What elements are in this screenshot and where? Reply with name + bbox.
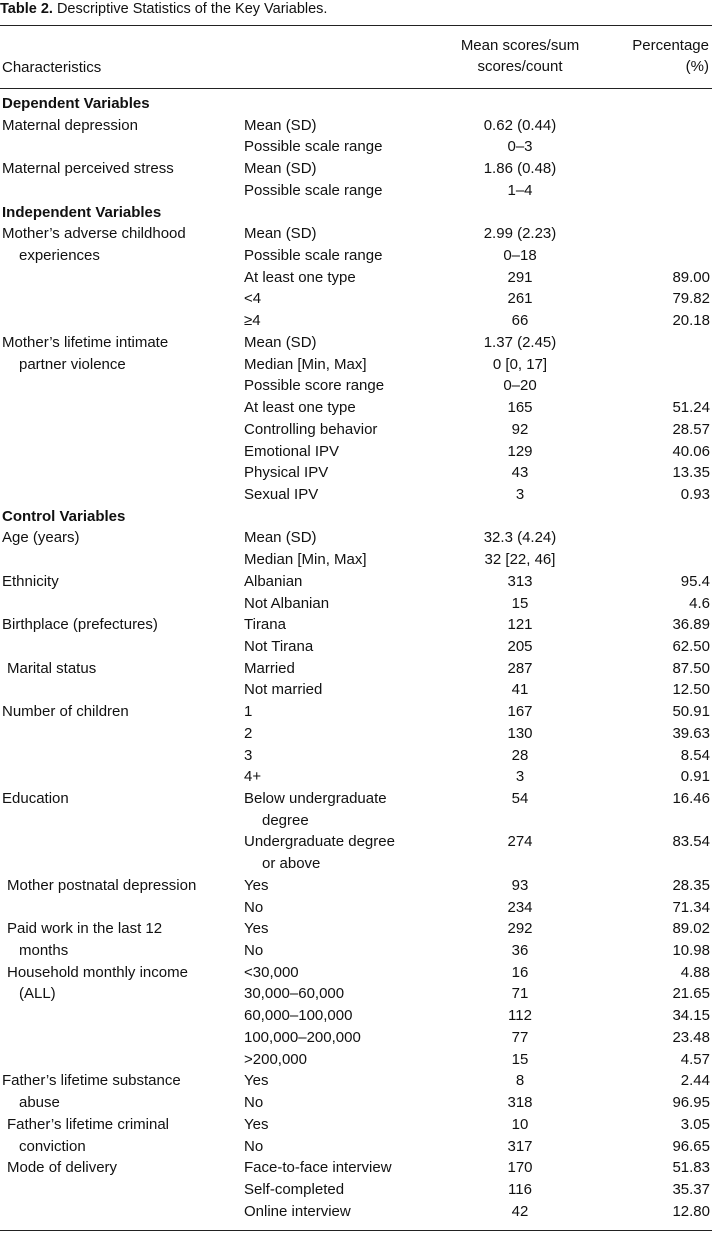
- value-cell: 41: [511, 681, 529, 699]
- characteristic-cell: Father’s lifetime substance: [2, 1072, 181, 1090]
- value-cell: 15: [511, 594, 529, 612]
- percentage-cell: 50.91: [672, 703, 710, 721]
- characteristic-cell: Marital status: [7, 659, 97, 677]
- value-cell: 318: [507, 1094, 533, 1112]
- percentage-cell: 89.00: [672, 268, 710, 286]
- value-cell: 16: [511, 963, 529, 981]
- header-pct-line1: Percentage: [632, 37, 709, 54]
- value-cell: 36: [511, 942, 529, 960]
- characteristic-cell: Maternal perceived stress: [2, 160, 174, 178]
- measure-cell: No: [244, 1094, 264, 1112]
- table-body: [0, 93, 712, 1222]
- table-row: [0, 940, 712, 962]
- percentage-cell: 36.89: [672, 616, 710, 634]
- table-row: [0, 419, 712, 441]
- table-row: [0, 679, 712, 701]
- percentage-cell: 62.50: [672, 637, 710, 655]
- measure-cell: Median [Min, Max]: [244, 551, 367, 569]
- value-cell: 170: [507, 1159, 533, 1177]
- measure-cell: Married: [244, 659, 295, 677]
- header-rule: [0, 88, 712, 89]
- characteristic-cell: (ALL): [19, 985, 56, 1003]
- table-row: [0, 571, 712, 593]
- value-cell: 205: [507, 637, 533, 655]
- percentage-cell: 2.44: [680, 1072, 710, 1090]
- measure-cell: 1: [244, 703, 253, 721]
- measure-cell: or above: [262, 855, 321, 873]
- table-row: [0, 310, 712, 332]
- value-cell: 317: [507, 1137, 533, 1155]
- percentage-cell: 10.98: [672, 942, 710, 960]
- value-cell: 292: [507, 920, 533, 938]
- measure-cell: Yes: [244, 1072, 269, 1090]
- characteristic-cell: Maternal depression: [2, 116, 138, 134]
- value-cell: 77: [511, 1028, 529, 1046]
- characteristic-cell: Paid work in the last 12: [7, 920, 163, 938]
- measure-cell: Undergraduate degree: [244, 833, 395, 851]
- table-row: [0, 223, 712, 245]
- measure-cell: Face-to-face interview: [244, 1159, 392, 1177]
- percentage-cell: 20.18: [672, 312, 710, 330]
- value-cell: 1–4: [507, 181, 533, 199]
- table-row: [0, 831, 712, 853]
- measure-cell: Self-completed: [244, 1180, 345, 1198]
- value-cell: 92: [511, 420, 529, 438]
- percentage-cell: 34.15: [672, 1007, 710, 1025]
- table-title: Descriptive Statistics of the Key Variables.: [56, 1, 328, 17]
- measure-cell: Not Tirana: [244, 637, 314, 655]
- table-row: [0, 1179, 712, 1201]
- measure-cell: Below undergraduate: [244, 790, 387, 807]
- value-cell: 8: [515, 1072, 525, 1090]
- table-row: [0, 875, 712, 897]
- table-row: [0, 1092, 712, 1114]
- percentage-cell: 51.24: [672, 399, 710, 417]
- table-row: [0, 1005, 712, 1027]
- percentage-cell: 4.6: [689, 594, 710, 612]
- bottom-rule: [0, 1230, 712, 1231]
- characteristic-cell: Number of children: [2, 703, 129, 721]
- measure-cell: ≥4: [244, 312, 261, 330]
- table-row: [0, 614, 712, 636]
- table-row: [0, 527, 712, 549]
- value-cell: 42: [511, 1202, 529, 1220]
- table-row: [0, 484, 712, 506]
- value-cell: 2.99 (2.23): [483, 225, 557, 243]
- measure-cell: Yes: [244, 1115, 269, 1133]
- measure-cell: Median [Min, Max]: [244, 355, 367, 373]
- value-cell: 10: [511, 1115, 529, 1133]
- table-row: [0, 375, 712, 397]
- section-heading: Independent Variables: [2, 203, 162, 221]
- value-cell: 0–3: [507, 138, 533, 156]
- measure-cell: Controlling behavior: [244, 420, 378, 438]
- characteristic-cell: Education: [2, 790, 69, 807]
- table-row: [0, 1027, 712, 1049]
- value-cell: 116: [508, 1180, 532, 1198]
- value-cell: 274: [507, 833, 533, 851]
- measure-cell: Emotional IPV: [244, 442, 340, 460]
- measure-cell: Not married: [244, 681, 323, 699]
- table-row: [0, 766, 712, 788]
- table-row: [0, 115, 712, 137]
- measure-cell: 60,000–100,000: [244, 1007, 353, 1025]
- characteristic-cell: Mother’s lifetime intimate: [2, 333, 169, 351]
- characteristic-cell: months: [19, 942, 69, 960]
- table-row: [0, 897, 712, 919]
- table-row: [0, 332, 712, 354]
- measure-cell: degree: [262, 811, 309, 829]
- value-cell: 130: [507, 724, 533, 742]
- table-label: Table 2.: [0, 1, 53, 17]
- measure-cell: 100,000–200,000: [244, 1028, 361, 1046]
- table-row: [0, 962, 712, 984]
- top-rule: [0, 25, 712, 26]
- table-row: [0, 1049, 712, 1071]
- table-row: [0, 636, 712, 658]
- characteristic-cell: abuse: [19, 1094, 60, 1112]
- measure-cell: Sexual IPV: [244, 485, 319, 503]
- measure-cell: At least one type: [244, 399, 356, 417]
- table-row: [0, 354, 712, 376]
- measure-cell: Online interview: [244, 1202, 351, 1220]
- percentage-cell: 95.4: [680, 572, 710, 590]
- table-row: [0, 288, 712, 310]
- measure-cell: Possible scale range: [244, 247, 383, 265]
- value-cell: 3: [515, 768, 525, 786]
- value-cell: 1.37 (2.45): [483, 333, 557, 351]
- value-cell: 0–20: [503, 377, 537, 395]
- characteristic-cell: Ethnicity: [2, 572, 59, 590]
- measure-cell: 2: [244, 724, 253, 742]
- percentage-cell: 79.82: [672, 290, 710, 308]
- characteristic-cell: Mother’s adverse childhood: [2, 225, 186, 243]
- table-row: [0, 701, 712, 723]
- percentage-cell: 12.50: [672, 681, 710, 699]
- table-row: [0, 245, 712, 267]
- table-row: [0, 853, 712, 875]
- table-row: [0, 441, 712, 463]
- percentage-cell: 83.54: [672, 833, 710, 851]
- table-row: [0, 658, 712, 680]
- characteristic-cell: conviction: [19, 1137, 86, 1155]
- section-heading: Dependent Variables: [2, 95, 150, 112]
- table-row: [0, 983, 712, 1005]
- section-heading: Control Variables: [2, 507, 126, 525]
- measure-cell: No: [244, 898, 264, 916]
- measure-cell: Yes: [244, 876, 269, 894]
- measure-cell: Not Albanian: [244, 594, 330, 612]
- measure-cell: Mean (SD): [244, 333, 317, 351]
- measure-cell: Albanian: [244, 572, 303, 590]
- measure-cell: No: [244, 1137, 264, 1155]
- percentage-cell: 0.91: [680, 768, 710, 786]
- value-cell: 15: [511, 1050, 529, 1068]
- measure-cell: At least one type: [244, 268, 356, 286]
- percentage-cell: 40.06: [672, 442, 710, 460]
- value-cell: 0–18: [503, 247, 537, 265]
- percentage-cell: 96.65: [672, 1137, 710, 1155]
- percentage-cell: 89.02: [672, 920, 710, 938]
- value-cell: 32 [22, 46]: [484, 551, 556, 569]
- header-mean-line2: scores/count: [477, 58, 563, 75]
- percentage-cell: 28.35: [672, 876, 710, 894]
- table-row: [0, 1201, 712, 1223]
- table-row: [0, 267, 712, 289]
- value-cell: 43: [511, 464, 529, 482]
- value-cell: 32.3 (4.24): [483, 529, 557, 547]
- table-row: [0, 462, 712, 484]
- percentage-cell: 28.57: [672, 420, 710, 438]
- value-cell: 71: [511, 985, 529, 1003]
- percentage-cell: 71.34: [672, 898, 710, 916]
- characteristic-cell: Mode of delivery: [7, 1159, 118, 1177]
- characteristic-cell: experiences: [19, 247, 100, 265]
- percentage-cell: 23.48: [672, 1028, 710, 1046]
- measure-cell: Possible scale range: [244, 181, 383, 199]
- measure-cell: 4+: [244, 768, 262, 786]
- characteristic-cell: Mother postnatal depression: [7, 876, 197, 894]
- measure-cell: <4: [244, 290, 262, 308]
- value-cell: 0.62 (0.44): [483, 116, 557, 134]
- value-cell: 165: [507, 399, 533, 417]
- table-row: [0, 136, 712, 158]
- value-cell: 313: [507, 572, 533, 590]
- table-row: [0, 1070, 712, 1092]
- table-row: [0, 810, 712, 832]
- measure-cell: 3: [244, 746, 253, 764]
- value-cell: 234: [507, 898, 533, 916]
- table-row: [0, 1157, 712, 1179]
- header-mean-scores: [430, 35, 610, 77]
- measure-cell: Mean (SD): [244, 116, 317, 134]
- table-row: [0, 158, 712, 180]
- measure-cell: Physical IPV: [244, 464, 329, 482]
- percentage-cell: 4.88: [680, 963, 710, 981]
- measure-cell: <30,000: [244, 963, 299, 981]
- section-heading-row: [0, 202, 712, 224]
- percentage-cell: 0.93: [680, 485, 710, 503]
- characteristic-cell: Age (years): [2, 529, 80, 547]
- value-cell: 121: [507, 616, 533, 634]
- percentage-cell: 13.35: [672, 464, 710, 482]
- table-row: [0, 593, 712, 615]
- table-row: [0, 1136, 712, 1158]
- measure-cell: Mean (SD): [244, 160, 317, 178]
- header-percentage: [604, 35, 709, 77]
- header-mean-line1: Mean scores/sum: [460, 37, 580, 54]
- characteristic-cell: Birthplace (prefectures): [2, 616, 158, 634]
- measure-cell: Mean (SD): [244, 225, 317, 243]
- value-cell: 261: [507, 290, 533, 308]
- percentage-cell: 8.54: [680, 746, 710, 764]
- table-row: [0, 397, 712, 419]
- measure-cell: No: [244, 942, 264, 960]
- percentage-cell: 21.65: [672, 985, 710, 1003]
- percentage-cell: 4.57: [680, 1050, 710, 1068]
- value-cell: 291: [507, 268, 533, 286]
- measure-cell: Possible scale range: [244, 138, 383, 156]
- header-pct-line2: (%): [685, 58, 709, 75]
- table-row: [0, 723, 712, 745]
- measure-cell: Mean (SD): [244, 529, 317, 547]
- table-row: [0, 1114, 712, 1136]
- table-row: [0, 788, 712, 810]
- percentage-cell: 96.95: [672, 1094, 710, 1112]
- value-cell: 287: [507, 659, 533, 677]
- percentage-cell: 39.63: [672, 724, 710, 742]
- characteristic-cell: partner violence: [19, 355, 126, 373]
- percentage-cell: 51.83: [672, 1159, 710, 1177]
- value-cell: 0 [0, 17]: [492, 355, 548, 373]
- table-row: [0, 549, 712, 571]
- table-caption: [0, 0, 327, 18]
- percentage-cell: 16.46: [672, 790, 710, 807]
- measure-cell: >200,000: [244, 1050, 307, 1068]
- table-row: [0, 918, 712, 940]
- section-heading-row: [0, 93, 712, 115]
- table-row: [0, 180, 712, 202]
- measure-cell: Tirana: [244, 616, 286, 634]
- value-cell: 167: [507, 703, 533, 721]
- measure-cell: 30,000–60,000: [244, 985, 345, 1003]
- measure-cell: Possible score range: [244, 377, 385, 395]
- percentage-cell: 87.50: [672, 659, 710, 677]
- value-cell: 129: [507, 442, 533, 460]
- value-cell: 54: [511, 790, 529, 807]
- value-cell: 3: [515, 485, 525, 503]
- percentage-cell: 35.37: [672, 1180, 710, 1198]
- measure-cell: Yes: [244, 920, 269, 938]
- characteristic-cell: Father’s lifetime criminal: [7, 1115, 169, 1133]
- characteristic-cell: Household monthly income: [7, 963, 188, 981]
- header-characteristics: Characteristics: [2, 59, 102, 76]
- value-cell: 93: [511, 876, 529, 894]
- value-cell: 112: [508, 1007, 532, 1025]
- section-heading-row: [0, 506, 712, 528]
- value-cell: 1.86 (0.48): [483, 160, 557, 178]
- percentage-cell: 3.05: [680, 1115, 710, 1133]
- value-cell: 66: [511, 312, 529, 330]
- value-cell: 28: [511, 746, 529, 764]
- table-row: [0, 745, 712, 767]
- percentage-cell: 12.80: [672, 1202, 710, 1220]
